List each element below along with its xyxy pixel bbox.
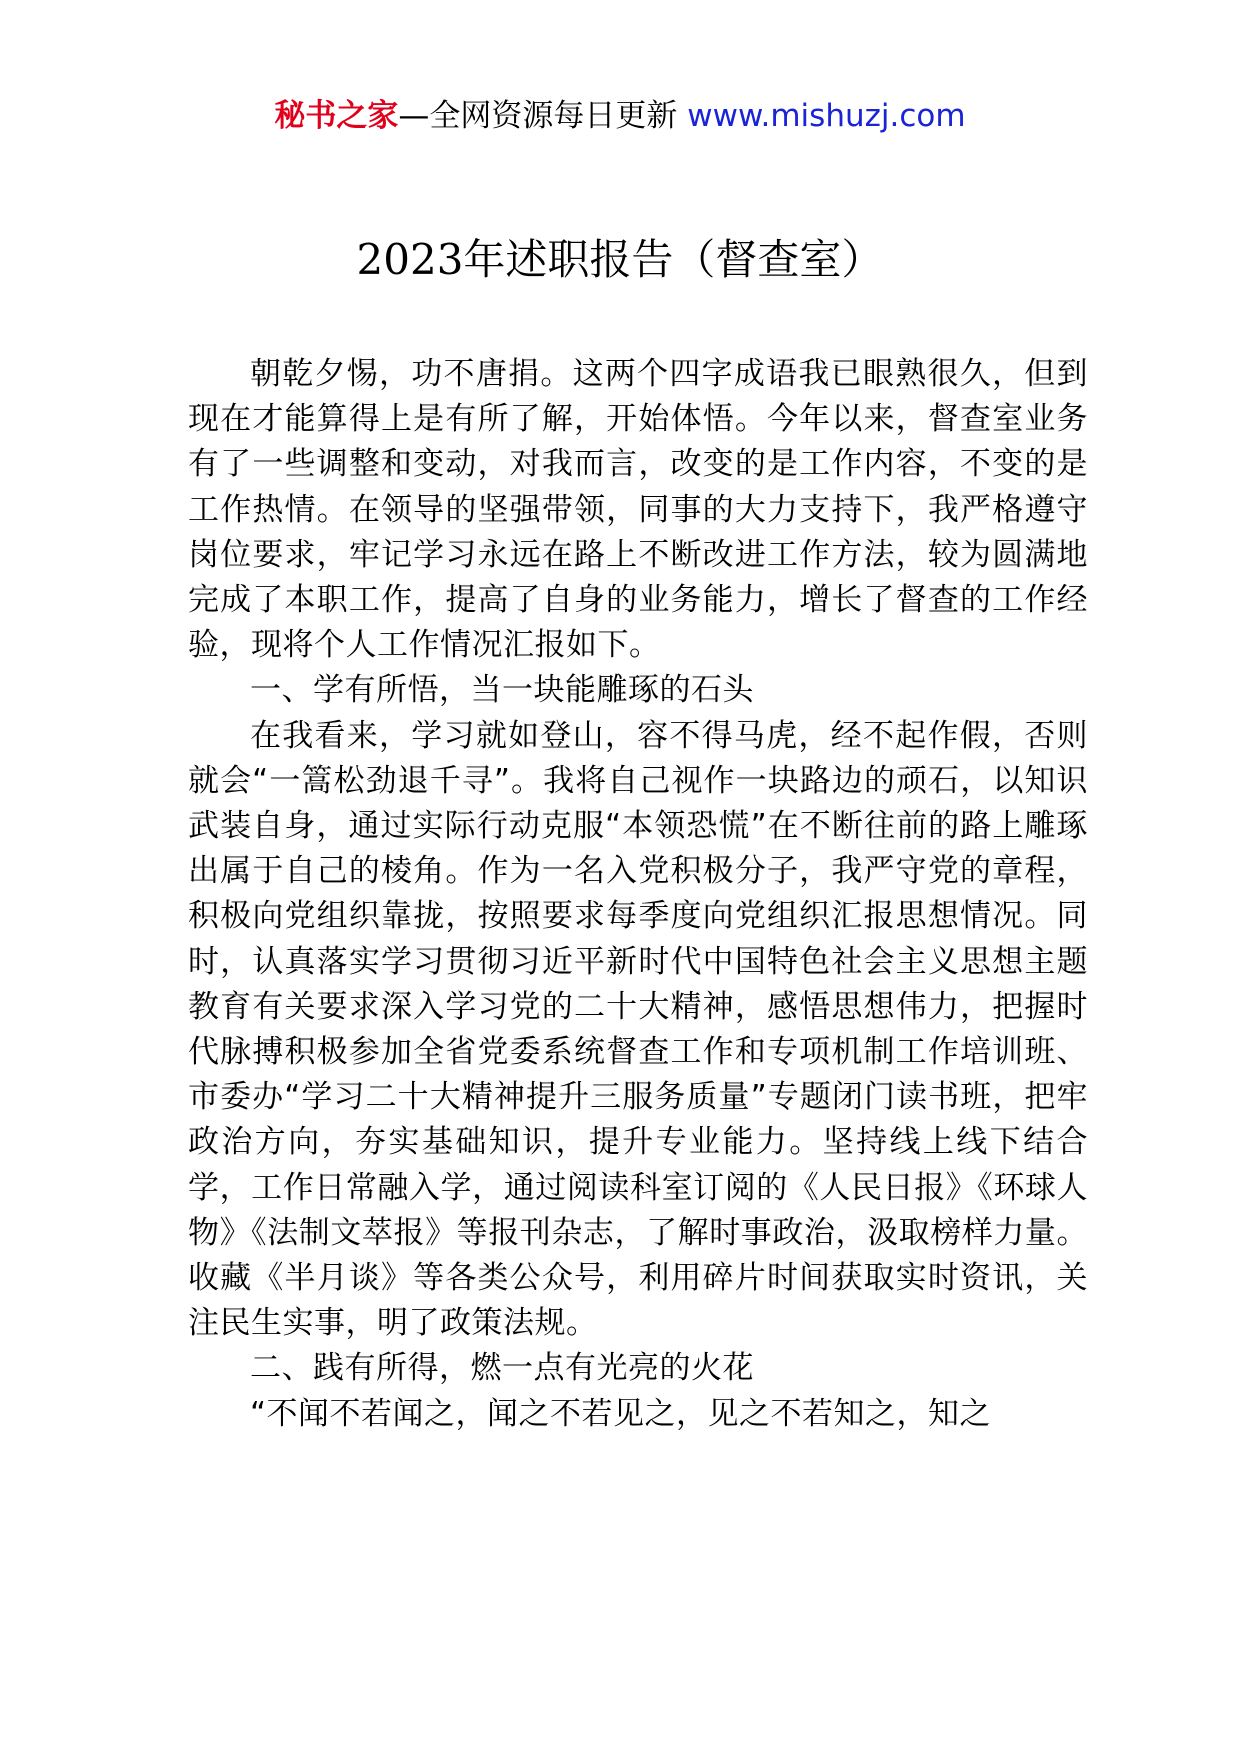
section-1-paragraph: 在我看来，学习就如登山，容不得马虎，经不起作假，否则就会“一篙松劲退千寻”。我将自己视作一块路边的顽石，以知识武装自身，通过实际行动克服“本领恐慌”在不断往前的路上雕琢出属于自己的棱角。作为一名入党积极分子，我严守党的章程，积极向党组织靠拢，按照要求每季度向党组织汇报思想情况。同时，认真落实学习贯彻习近平新时代中国特色社会主义思想主题教育有关要求深入学习党的二十大精神，感悟思想伟力，把握时代脉搏积极参加全省党委系统督查工作和专项机制工作培训班、市委办“学习二十大精神提升三服务质量”专题闭门读书班，把牢政治方向，夯实基础知识，提升专业能力。坚持线上线下结合学，工作日常融入学，通过阅读科室订阅的《人民日报》《环球人物》《法制文萃报》等报刊杂志，了解时事政治，汲取榜样力量。收藏《半月谈》等各类公众号，利用碎片时间获取实时资讯，关注民生实事，明了政策法规。 [188, 717, 1088, 1342]
header-slogan: —全网资源每日更新 [398, 98, 688, 134]
site-header [0, 96, 1240, 136]
section-2-paragraph: “不闻不若闻之，闻之不若见之，见之不若知之，知之 [250, 1395, 992, 1432]
section-heading-1: 一、学有所悟，当一块能雕琢的石头 [250, 672, 754, 709]
document-title: 2023年述职报告（督查室） [356, 235, 884, 284]
section-heading-2: 二、践有所得，燃一点有光亮的火花 [250, 1350, 754, 1387]
site-url-link[interactable]: www.mishuzj.com [687, 98, 966, 134]
brand-name: 秘书之家 [274, 98, 399, 134]
document-body [188, 352, 1088, 1437]
intro-paragraph: 朝乾夕惕，功不唐捐。这两个四字成语我已眼熟很久，但到现在才能算得上是有所了解，开始体悟。今年以来，督查室业务有了一些调整和变动，对我而言，改变的是工作内容，不变的是工作热情。在领导的坚强带领，同事的大力支持下，我严格遵守岗位要求，牢记学习永远在路上不断改进工作方法，较为圆满地完成了本职工作，提高了自身的业务能力，增长了督查的工作经验，现将个人工作情况汇报如下。 [188, 356, 1088, 664]
